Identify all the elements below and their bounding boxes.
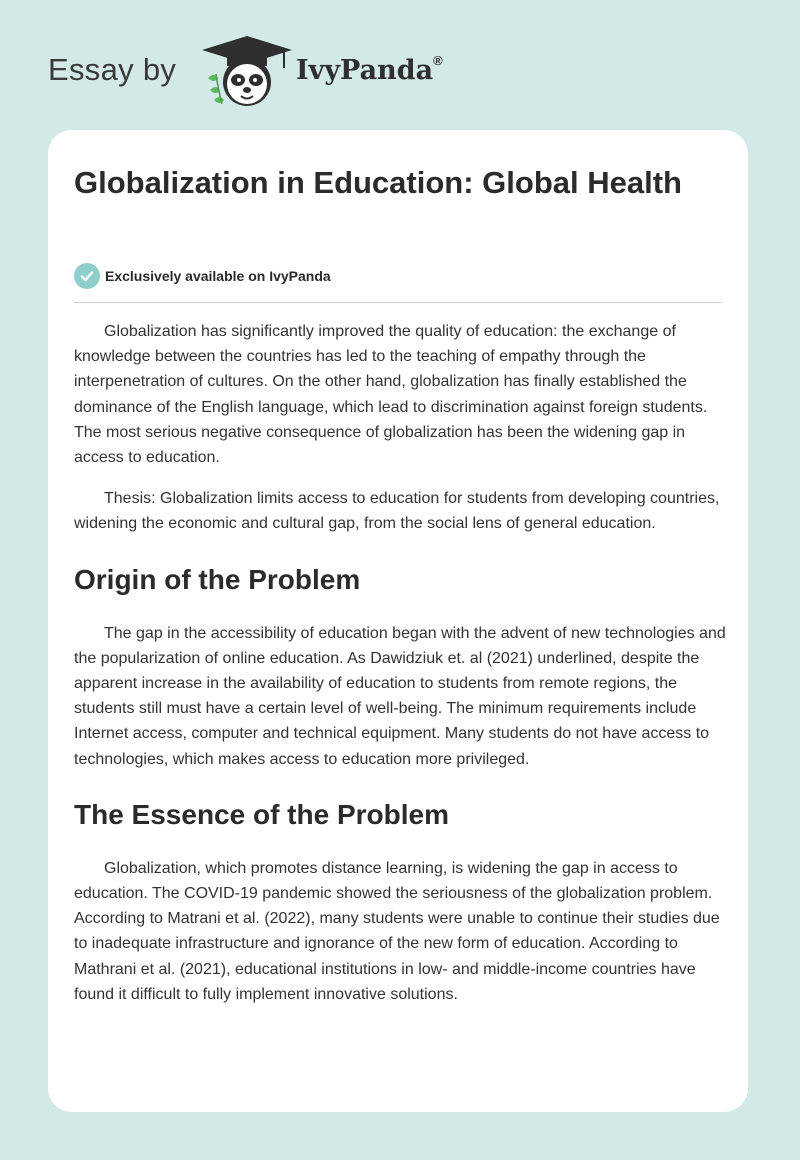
check-icon [74, 263, 100, 289]
section-heading-essence: The Essence of the Problem [74, 798, 449, 830]
section-heading-origin: Origin of the Problem [74, 563, 361, 595]
brand-text: IvyPanda [296, 55, 434, 86]
registered-mark: ® [433, 53, 443, 68]
intro-paragraph: Globalization has significantly improved the quality of education: the exchange of knowledge between the countries has led to the teaching of empathy through the interpenetration of cultures. On the other hand, globalization has finally established the dominance of the English language, which lead to discrimination against foreign students. The most serious negative consequence of globalization has been the widening gap in access to education. [74, 323, 708, 467]
badge-label: Exclusively available on IvyPanda [105, 268, 331, 284]
article-body [74, 319, 726, 1007]
essay-by-label: Essay by [48, 52, 177, 87]
site-header [0, 0, 800, 130]
panda-logo-icon[interactable] [200, 34, 294, 110]
section-paragraph-essence: Globalization, which promotes distance learning, is widening the gap in access to education. The COVID-19 pandemic showed the seriousness of the globalization problem. According to Matrani et al. (2022), many students were unable to continue their studies due to inadequate infrastructure and ignorance of the new form of education. According to Mathrani et al. (2021), educational institutions in low- and middle-income countries have found it difficult to fully implement innovative solutions. [74, 859, 720, 1003]
article-title: Globalization in Education: Global Health [74, 165, 682, 200]
brand-name[interactable] [296, 55, 443, 86]
exclusive-badge [74, 263, 331, 289]
title-divider [74, 302, 722, 303]
thesis-paragraph: Thesis: Globalization limits access to education for students from developing countries, widening the economic and cultural gap, from the social lens of general education. [74, 490, 720, 533]
article-card [48, 130, 748, 1112]
section-paragraph-origin: The gap in the accessibility of education began with the advent of new technologies and the popularization of online education. As Dawidziuk et. al (2021) underlined, despite the apparent increase in the availability of education to students from remote regions, the students still must have a certain level of well-being. The minimum requirements include Internet access, computer and technical equipment. Many students do not have access to technologies, which makes access to education more privileged. [74, 624, 726, 768]
